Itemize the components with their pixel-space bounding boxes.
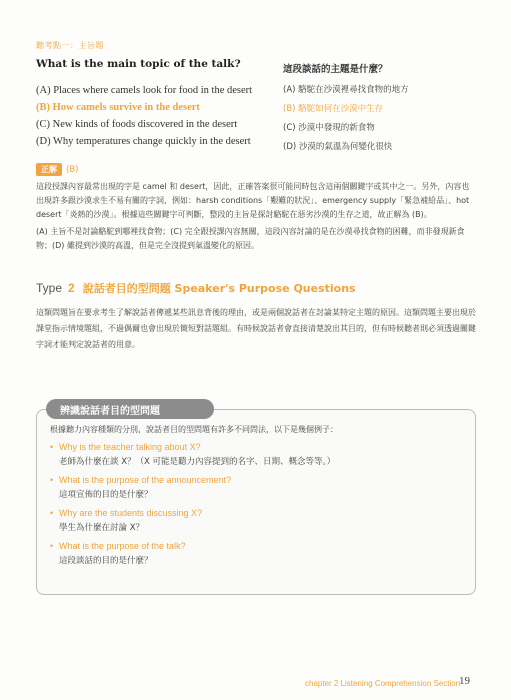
example-question-zh: 這段談話的目的是什麼？ — [59, 556, 153, 566]
example-question-en — [50, 440, 450, 455]
option-zh-a: (A) 駱駝在沙漠裡尋找食物的地方 — [283, 85, 409, 95]
bullet-icon: • — [50, 475, 54, 485]
example-question-text: Why are the students discussing X? — [59, 508, 203, 518]
example-question-text: Why is the teacher talking about X? — [59, 442, 201, 452]
bullet-icon: • — [50, 442, 54, 452]
options-en — [36, 82, 252, 150]
examples-box-intro: 根據聽力內容種類的分別，說話者目的型問題有許多不同問法，以下是幾個例子： — [50, 425, 338, 434]
type-title: 說話者目的型問題 Speaker's Purpose Questions — [82, 282, 356, 295]
option-en-b: (B) How camels survive in the desert — [36, 102, 200, 113]
bullet-icon: • — [50, 508, 54, 518]
example-question-text: What is the purpose of the talk? — [59, 541, 186, 551]
list-item — [50, 506, 450, 536]
answer-row — [36, 163, 78, 176]
option-en-c: (C) New kinds of foods discovered in the desert — [36, 119, 238, 130]
option-zh-b: (B) 駱駝如何在沙漠中生存 — [283, 104, 384, 114]
type2-heading — [36, 277, 356, 296]
page-number: 19 — [459, 675, 470, 687]
answer-badge: 正解 — [36, 163, 62, 176]
type2-intro: 這類問題旨在要求考生了解說話者傳遞某些訊息背後的理由，或是兩個說話者在討論某特定主題的原因。這類問題主要出現於課堂指示情境題組，不過偶爾也會出現於簡短對話題組。有時候說話者會直接清楚說出其目的，但有時候聽者則必須透過關鍵字詞才能判定說話者的用意。 — [36, 308, 476, 349]
examples-list — [50, 440, 450, 572]
option-en-a: (A) Places where camels look for food in the desert — [36, 85, 253, 96]
example-question-en — [50, 539, 450, 554]
type-word: Type — [36, 281, 63, 295]
example-question-zh: 學生為什麼在討論 X？ — [59, 523, 145, 533]
example-question-en — [50, 473, 450, 488]
option-zh-c: (C) 沙漠中發現的新食物 — [283, 123, 375, 133]
explanation-paragraph: (A) 主旨不是討論駱駝到哪裡找食物；(C) 完全跟授課內容無關，這段內容討論的是在沙漠尋找食物的困難，而非發現新食物；(D) 雖提到沙漠的高溫，但是完全沒提到氣溫變化的原因。 — [36, 227, 465, 250]
answer-explanation — [36, 180, 476, 256]
bullet-icon: • — [50, 541, 54, 551]
options-zh — [283, 81, 409, 157]
question-zh: 這段談話的主題是什麼？ — [283, 64, 388, 75]
list-item — [50, 473, 450, 503]
example-question-text: What is the purpose of the announcement? — [59, 475, 232, 485]
question-en: What is the main topic of the talk? — [36, 58, 241, 70]
option-en-d: (D) Why temperatures change quickly in the desert — [36, 136, 251, 147]
explanation-paragraph: 這段授課內容最常出現的字是 camel 和 desert，因此，正確答案很可能同時包含這兩個關鍵字或其中之一。另外，內容也出現許多跟沙漠求生不易有關的字詞，例如：harsh conditions「艱難的狀況」、emergency supply「緊急補給品」、hot desert「炎熱的沙漠」。根據這些關鍵字可判斷，整段的主旨是探討駱駝在惡劣沙漠的生存之道，故正解為 (B)。 — [36, 182, 470, 219]
example-question-zh: 這項宣佈的目的是什麼？ — [59, 490, 153, 500]
list-item — [50, 539, 450, 569]
section-tag: 聽考點一：主旨題 — [36, 41, 104, 50]
example-question-en — [50, 506, 450, 521]
type-number: 2 — [68, 281, 75, 295]
examples-box-tab: 辨識說話者目的型問題 — [46, 399, 214, 419]
example-question-zh: 老師為什麼在談 X？（X 可能是聽力內容提到的名字、日期、概念等等。） — [59, 457, 336, 467]
list-item — [50, 440, 450, 470]
option-zh-d: (D) 沙漠的氣溫為何變化很快 — [283, 142, 393, 152]
answer-value: (B) — [66, 164, 79, 175]
chapter-footer: chapter 2 Listening Comprehension Section — [305, 679, 461, 688]
